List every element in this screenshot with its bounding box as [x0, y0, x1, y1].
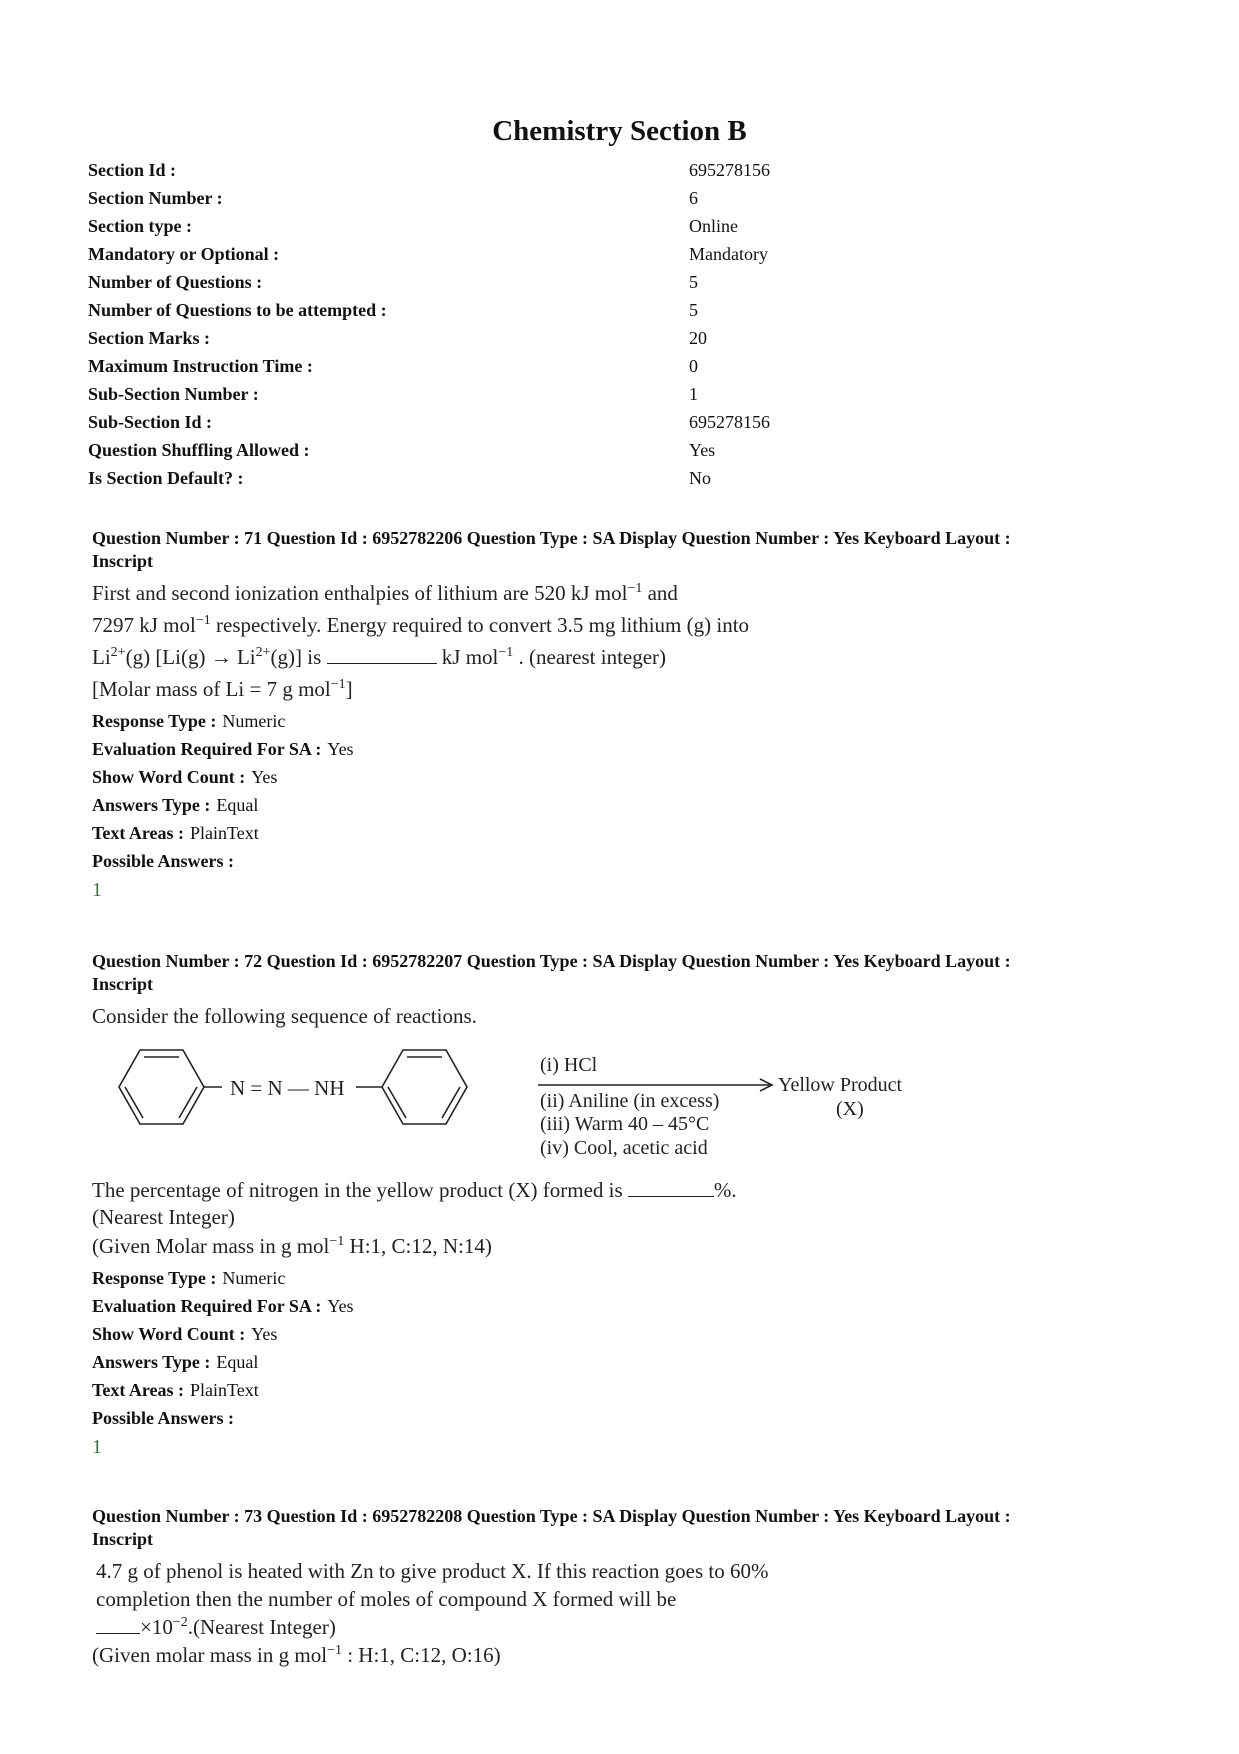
info-label: Section type :: [88, 215, 192, 236]
condition-1: (i) HCl: [540, 1054, 598, 1076]
text-segment: ]: [345, 677, 353, 701]
info-label: Sub-Section Id :: [88, 411, 213, 432]
possible-answer: 1: [92, 879, 102, 901]
info-label: Section Number :: [88, 187, 223, 208]
answer-blank: [628, 1176, 714, 1197]
text-segment: Li: [92, 645, 111, 669]
text-segment: .(Nearest Integer): [187, 1615, 336, 1639]
prop-value: Yes: [251, 766, 278, 787]
text-segment: 7297 kJ mol: [92, 613, 196, 637]
info-value: 5: [689, 299, 698, 320]
text-segment: (Given Molar mass in g mol: [92, 1234, 330, 1258]
text-segment: [Molar mass of Li = 7 g mol: [92, 677, 331, 701]
info-label: Sub-Section Number :: [88, 383, 259, 404]
text-segment: 4.7 g of phenol is heated with Zn to give product X. If this reaction goes to 60%: [96, 1559, 769, 1583]
question-text: [92, 1000, 1152, 1032]
prop-value: Equal: [216, 1351, 259, 1372]
question-73: [92, 1505, 1152, 1669]
prop-label: Text Areas :: [92, 1379, 184, 1400]
reaction-scheme: [92, 1036, 992, 1176]
prop-label: Text Areas :: [92, 822, 184, 843]
superscript: −1: [195, 613, 211, 628]
info-value: 0: [689, 355, 698, 376]
section-info-row: [88, 352, 888, 380]
question-71: [92, 527, 1152, 902]
question-text-continued: [92, 1176, 1152, 1260]
section-info-row: [88, 436, 888, 464]
prop-value: Numeric: [222, 710, 286, 731]
prop-value: Equal: [216, 794, 259, 815]
superscript: −1: [327, 1643, 342, 1658]
condition-4: (iv) Cool, acetic acid: [540, 1137, 708, 1159]
text-segment: %.: [713, 1178, 737, 1202]
superscript: −1: [627, 581, 643, 596]
prop-value: PlainText: [190, 822, 259, 843]
condition-2: (ii) Aniline (in excess): [540, 1090, 720, 1112]
benzene-ring-right: [356, 1050, 467, 1124]
question-text: [92, 1557, 1152, 1669]
info-value: 20: [689, 327, 707, 348]
answer-blank: [327, 643, 437, 664]
prop-label: Show Word Count :: [92, 1323, 246, 1344]
superscript: 2+: [110, 645, 126, 660]
text-segment: (g) [Li(g) → Li: [125, 645, 256, 669]
section-info-row: [88, 324, 888, 352]
superscript: −2: [172, 1615, 188, 1630]
question-header-line: Question Number : 72 Question Id : 6952782207 Question Type : SA Display Question Number : Yes Keyboard Layout :: [92, 951, 1011, 971]
info-label: Number of Questions to be attempted :: [88, 299, 387, 320]
section-info-row: [88, 212, 888, 240]
question-properties: [92, 707, 1152, 875]
text-segment: . (nearest integer): [513, 645, 667, 669]
superscript: 2+: [255, 645, 271, 660]
section-info-row: [88, 240, 888, 268]
text-segment: kJ mol: [436, 645, 499, 669]
info-value: 695278156: [689, 411, 770, 432]
info-value: 695278156: [689, 159, 770, 180]
question-header-line: Inscript: [92, 551, 154, 571]
question-header-line: Inscript: [92, 974, 154, 994]
info-value: Online: [689, 215, 738, 236]
section-info-row: [88, 296, 888, 324]
info-value: Mandatory: [689, 243, 768, 264]
section-info-row: [88, 380, 888, 408]
info-label: Mandatory or Optional :: [88, 243, 280, 264]
prop-label: Response Type :: [92, 710, 217, 731]
section-title: Chemistry Section B: [492, 115, 747, 147]
info-value: Yes: [689, 439, 716, 460]
text-segment: (g)] is: [270, 645, 322, 669]
benzene-ring-left: [119, 1050, 222, 1124]
text-segment: completion then the number of moles of compound X formed will be: [96, 1587, 677, 1611]
section-info-row: [88, 408, 888, 436]
answer-blank: [96, 1613, 140, 1634]
prop-label: Possible Answers :: [92, 1407, 235, 1428]
section-info-row: [88, 464, 888, 492]
info-label: Section Marks :: [88, 327, 210, 348]
question-header: [92, 1505, 1152, 1551]
intro-text: Consider the following sequence of reactions.: [92, 1004, 477, 1028]
prop-value: PlainText: [190, 1379, 259, 1400]
prop-label: Answers Type :: [92, 1351, 211, 1372]
question-header-line: Question Number : 71 Question Id : 6952782206 Question Type : SA Display Question Number : Yes Keyboard Layout :: [92, 528, 1011, 548]
prop-label: Evaluation Required For SA :: [92, 1295, 322, 1316]
prop-value: Yes: [327, 1295, 354, 1316]
info-value: 1: [689, 383, 698, 404]
reaction-diagram: [92, 1036, 992, 1176]
superscript: −1: [498, 645, 514, 660]
condition-3: (iii) Warm 40 – 45°C: [540, 1113, 710, 1135]
question-properties: [92, 1264, 1152, 1432]
text-segment: : H:1, C:12, O:16): [341, 1643, 501, 1667]
info-value: 6: [689, 187, 698, 208]
question-72: [92, 950, 1152, 1459]
text-segment: H:1, C:12, N:14): [344, 1234, 492, 1258]
text-segment: First and second ionization enthalpies of lithium are 520 kJ mol: [92, 581, 628, 605]
prop-label: Answers Type :: [92, 794, 211, 815]
info-value: No: [689, 467, 711, 488]
product-label: (X): [836, 1098, 864, 1120]
prop-value: Yes: [327, 738, 354, 759]
prop-label: Possible Answers :: [92, 850, 235, 871]
info-label: Is Section Default? :: [88, 467, 244, 488]
prop-label: Show Word Count :: [92, 766, 246, 787]
info-label: Maximum Instruction Time :: [88, 355, 313, 376]
question-header: [92, 527, 1152, 573]
info-value: 5: [689, 271, 698, 292]
question-header-line: Question Number : 73 Question Id : 6952782208 Question Type : SA Display Question Number : Yes Keyboard Layout :: [92, 1506, 1011, 1526]
superscript: −1: [329, 1234, 345, 1249]
text-segment: (Given molar mass in g mol: [92, 1643, 328, 1667]
possible-answer: 1: [92, 1436, 102, 1458]
product-name: Yellow Product: [778, 1074, 903, 1096]
section-info-row: [88, 268, 888, 296]
section-info-table: [88, 156, 888, 492]
prop-label: Response Type :: [92, 1267, 217, 1288]
section-info-row: [88, 184, 888, 212]
text-segment: ×10: [140, 1615, 173, 1639]
text-segment: and: [642, 581, 678, 605]
text-segment: respectively. Energy required to convert 3.5 mg lithium (g) into: [210, 613, 750, 637]
info-label: Number of Questions :: [88, 271, 263, 292]
text-segment: The percentage of nitrogen in the yellow product (X) formed is: [92, 1178, 623, 1202]
question-text: [92, 577, 1152, 705]
prop-value: Numeric: [222, 1267, 286, 1288]
prop-label: Evaluation Required For SA :: [92, 738, 322, 759]
question-header: [92, 950, 1152, 996]
text-segment: (Nearest Integer): [92, 1205, 235, 1229]
question-header-line: Inscript: [92, 1529, 154, 1549]
section-info-row: [88, 156, 888, 184]
superscript: −1: [330, 677, 346, 692]
azo-chain: N = N — NH: [230, 1076, 345, 1100]
info-label: Section Id :: [88, 159, 177, 180]
info-label: Question Shuffling Allowed :: [88, 439, 310, 460]
prop-value: Yes: [251, 1323, 278, 1344]
